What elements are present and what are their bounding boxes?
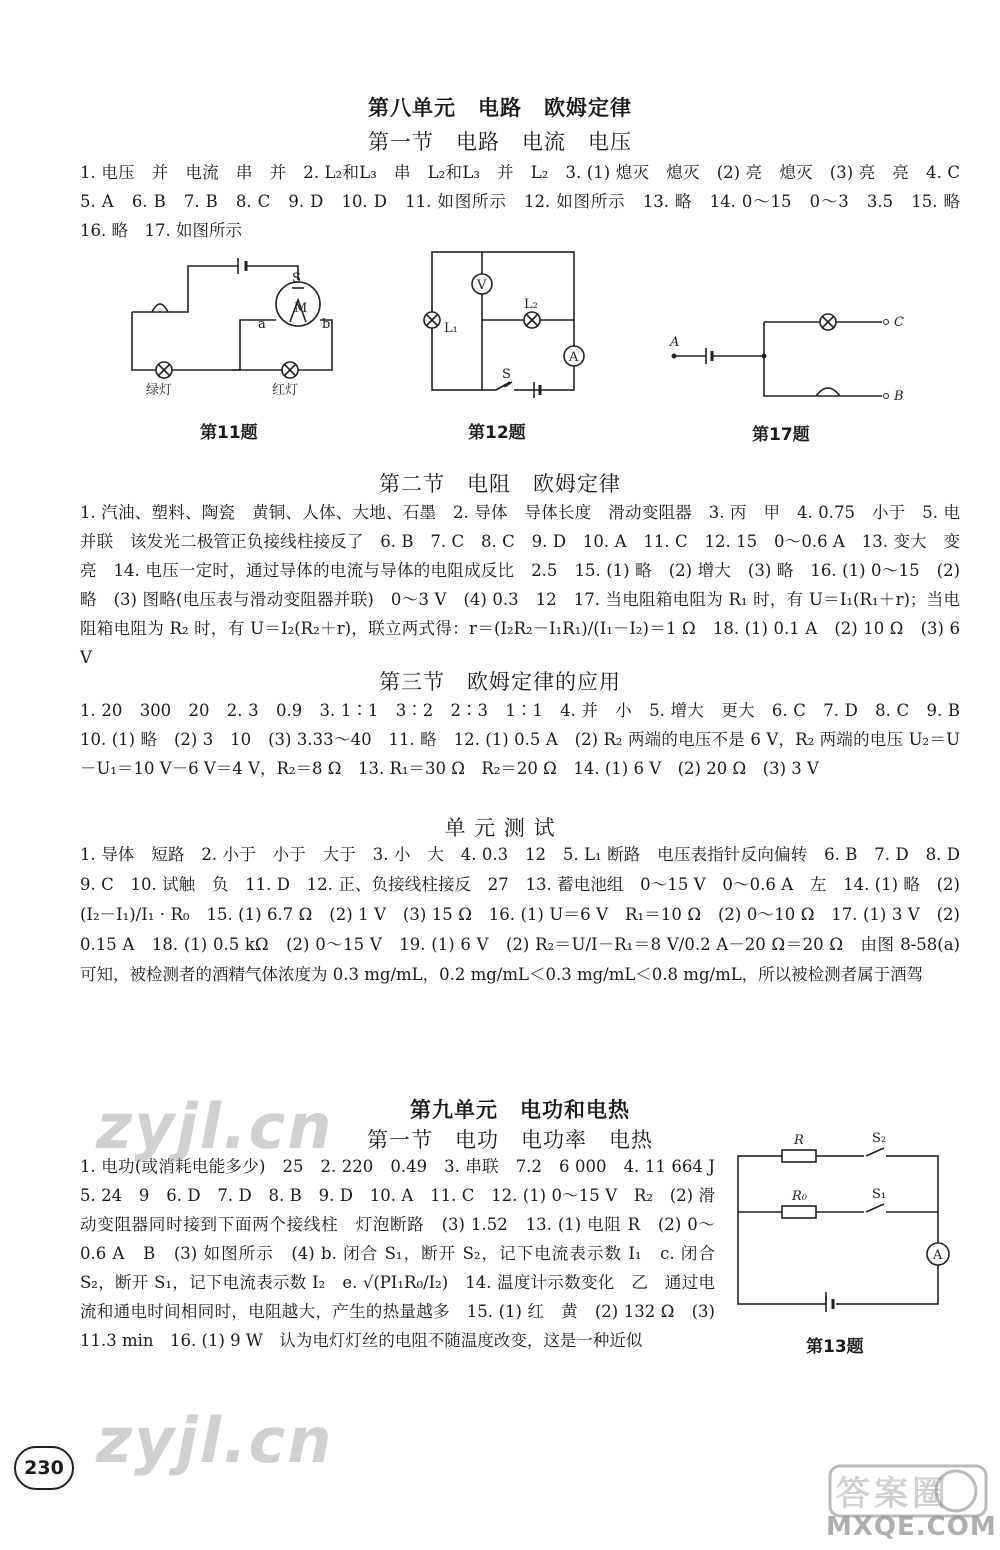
stamp-url: MXQE.COM	[826, 1512, 997, 1542]
figure-13-circuit	[730, 1126, 970, 1316]
fig17-label-b: B	[894, 389, 904, 404]
fig11-label-red: 红灯	[272, 383, 299, 398]
figure-12-caption: 第12题	[468, 423, 526, 443]
fig12-label-a: A	[569, 350, 579, 365]
fig11-label-m: M	[294, 301, 308, 316]
figure-11-circuit	[120, 252, 350, 402]
fig11-label-s: S	[292, 271, 301, 286]
unit8-sec1-answers: 1. 电压 并 电流 串 并 2. L₂和L₃ 串 L₂和L₃ 并 L₂ 3. (1) 熄灭 熄灭 (2) 亮 熄灭 (3) 亮 亮 4. C 5. A 6. B 7. B 8. C 9. D 10. D 11. 如图所示 12. 如图所示 13. 略 14. 0～15 0～3 3.5 15. 略 16. 略 17. 如图所示	[80, 163, 977, 240]
fig11-label-a: a	[258, 317, 266, 332]
unit9-sec1-answers: 1. 电功(或消耗电能多少) 25 2. 220 0.49 3. 串联 7.2 6 000 4. 11 664 J 5. 24 9 6. D 7. D 8. B 9. D 10. A 11. C 12. (1) 0～15 V R₂ (2) 滑动变阻器同时接到下面两个接线柱 灯泡断路 (3) 1.52 13. (1) 电阻 R (2) 0～0.6 A B (3) 如图所示 (4) b. 闭合 S₁，断开 S₂，记下电流表示数 I₁ c. 闭合 S₂，断开 S₁，记下电流表示数 I₂ e. √(PI₁R₀/I₂) 14. 温度计示数变化 乙 通过电流和通电时间相同时，电阻越大，产生的热量越多 15. (1) 红 黄 (2) 132 Ω (3) 11.3 min 16. (1) 9 W 认为电灯灯丝的电阻不随温度改变，这是一种近似	[80, 1157, 732, 1350]
fig13-label-s2: S₂	[872, 1131, 887, 1146]
fig11-label-b: b	[322, 317, 331, 332]
fig13-label-a: A	[933, 1248, 943, 1263]
fig12-label-l2: L₂	[524, 297, 538, 312]
fig13-label-r0: R₀	[792, 1189, 807, 1204]
watermark-bottom: zyjl.cn	[96, 1404, 334, 1477]
figure-13-caption: 第13题	[806, 1337, 864, 1357]
unit8-test-answers: 1. 导体 短路 2. 小于 小于 大于 3. 小 大 4. 0.3 12 5. L₁ 断路 电压表指针反向偏转 6. B 7. D 8. D 9. C 10. 试触 负 11. D 12. 正、负接线柱接反 27 13. 蓄电池组 0～15 V 0～0.6 A 左 14. (1) 略 (2) (I₂－I₁)/I₁ · R₀ 15. (1) 6.7 Ω (2) 1 V (3) 15 Ω 16. (1) U＝6 V R₁＝10 Ω (2) 0～10 Ω 17. (1) 3 V (2) 0.15 A 18. (1) 0.5 kΩ (2) 0～15 V 19. (1) 6 V (2) R₂＝U/I－R₁＝8 V/0.2 A－20 Ω＝20 Ω 由图 8-58(a) 可知，被检测者的酒精气体浓度为 0.3 mg/mL，0.2 mg/mL＜0.3 mg/mL＜0.8 mg/mL，所以被检测者属于酒驾	[80, 845, 977, 984]
fig17-label-a: A	[670, 335, 680, 350]
fig12-label-l1: L₁	[444, 321, 458, 336]
figure-11-caption: 第11题	[200, 423, 258, 443]
figure-17-caption: 第17题	[752, 425, 810, 445]
unit8-sec3-title: 第三节 欧姆定律的应用	[379, 670, 621, 694]
unit8-sec3-answers: 1. 20 300 20 2. 3 0.9 3. 1∶1 3∶2 2∶3 1∶1 4. 并 小 5. 增大 更大 6. C 7. D 8. C 9. B 10. (1) 略 (2) 3 10 (3) 3.33～40 11. 略 12. (1) 0.5 A (2) R₂ 两端的电压不是 6 V，R₂ 两端的电压 U₂＝U－U₁＝10 V－6 V＝4 V，R₂＝8 Ω 13. R₁＝30 Ω R₂＝20 Ω 14. (1) 6 V (2) 20 Ω (3) 3 V	[80, 701, 977, 778]
unit8-sec2-answers: 1. 汽油、塑料、陶瓷 黄铜、人体、大地、石墨 2. 导体 导体长度 滑动变阻器 3. 丙 甲 4. 0.75 小于 5. 电 并联 该发光二极管正负接线柱接反了 6. B 7. C 8. C 9. D 10. A 11. C 12. 15 0～0.6 A 13. 变大 变亮 14. 电压一定时，通过导体的电流与导体的电阻成反比 2.5 15. (1) 略 (2) 增大 (3) 略 16. (1) 0～15 (2) 略 (3) 图略(电压表与滑动变阻器并联) 0～3 V (4) 0.3 12 17. 当电阻箱电阻为 R₁ 时，有 U＝I₁(R₁＋r)；当电阻箱电阻为 R₂ 时，有 U＝I₂(R₂＋r)，联立两式得：r＝(I₂R₂－I₁R₁)/(I₁－I₂)＝1 Ω 18. (1) 0.1 A (2) 10 Ω (3) 6 V	[80, 503, 977, 667]
fig13-label-s1: S₁	[872, 1187, 887, 1202]
watermark-top: zyjl.cn	[96, 1090, 334, 1163]
unit9-title: 第九单元 电功和电热	[410, 1097, 630, 1122]
unit8-sec1-title: 第一节 电路 电流 电压	[368, 130, 632, 154]
unit9-sec1-title: 第一节 电功 电功率 电热	[367, 1128, 653, 1152]
unit8-test-title: 单 元 测 试	[444, 816, 556, 840]
fig11-label-green: 绿灯	[146, 383, 173, 398]
page-number: 230	[14, 1446, 74, 1490]
unit8-title: 第八单元 电路 欧姆定律	[368, 95, 632, 120]
fig12-label-s: S	[502, 367, 511, 382]
figure-12-circuit	[410, 248, 590, 408]
fig17-label-c: C	[894, 315, 904, 330]
stamp-text: 答案圈	[836, 1474, 950, 1514]
figure-17-circuit	[660, 300, 910, 410]
fig13-label-r: R	[794, 1133, 804, 1148]
fig12-label-v: V	[477, 278, 487, 293]
unit8-sec2-title: 第二节 电阻 欧姆定律	[379, 472, 621, 496]
